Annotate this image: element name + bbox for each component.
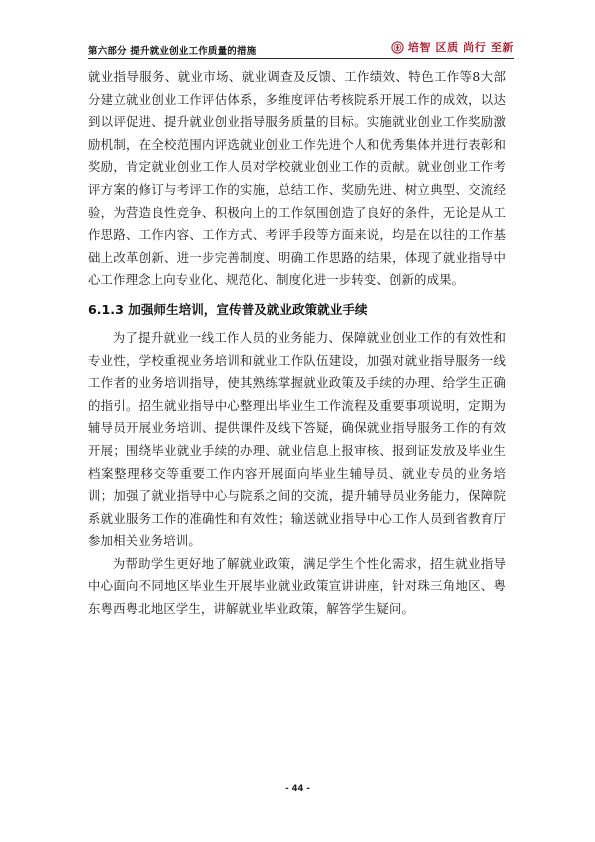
- school-emblem-icon: [391, 41, 404, 54]
- section-heading: 6.1.3 加强师生培训，宣传普及就业政策就业手续: [88, 301, 368, 317]
- body-paragraph-3: 为帮助学生更好地了解就业政策，满足学生个性化需求，招生就业指导中心面向不同地区毕业生开展毕业就业政策宣讲讲座，针对珠三角地区、粤东粤西粤北地区学生，讲解就业毕业政策，解答学生疑问。: [88, 555, 506, 617]
- body-paragraph-1: 就业指导服务、就业市场、就业调查及反馈、工作绩效、特色工作等8大部分建立就业创业工作评估体系，多维度评估考核院系开展工作的成效，以达到以评促进、提升就业创业指导服务质量的目标。实施就业创业工作奖励激励机制，在全校范围内评选就业创业工作先进个人和优秀集体并进行表彰和奖励，肯定就业创业工作人员对学校就业创业工作的贡献。就业创业工作考评方案的修订与考评工作的实施，总结工作、奖励先进、树立典型、交流经验，为营造良性竞争、积极向上的工作氛围创造了良好的条件，无论是从工作思路、工作内容、工作方式、考评手段等方面来说，均是在以往的工作基础上改革创新、进一步完善制度、明确工作思路的结果，体现了就业指导中心工作理念上向专业化、规范化、制度化进一步转变、创新的成果。: [88, 69, 506, 288]
- page-header: [88, 38, 514, 60]
- page-number: - 44 -: [285, 784, 310, 794]
- header-divider: [88, 58, 514, 59]
- body-paragraph-2: 为了提升就业一线工作人员的业务能力、保障就业创业工作的有效性和专业性，学校重视业务培训和就业工作队伍建设，加强对就业指导服务一线工作者的业务培训指导，使其熟练掌握就业政策及手续的办理、给学生正确的指引。招生就业指导中心整理出毕业生工作流程及重要事项说明，定期为辅导员开展业务培训、提供课件及线下答疑，确保就业指导服务工作的有效开展；围绕毕业就业手续的办理、就业信息上报审核、报到证发放及毕业生档案整理移交等重要工作内容开展面向毕业生辅导员、就业专员的业务培训；加强了就业指导中心与院系之间的交流，提升辅导员业务能力，保障院系就业服务工作的准确性和有效性；输送就业指导中心工作人员到省教育厅参加相关业务培训。: [88, 329, 506, 549]
- logo-motto: 培智 区质 尚行 至新: [407, 41, 514, 54]
- page-content: [88, 66, 506, 621]
- header-logo: [391, 39, 514, 55]
- header-title: 第六部分 提升就业创业工作质量的措施: [88, 46, 257, 57]
